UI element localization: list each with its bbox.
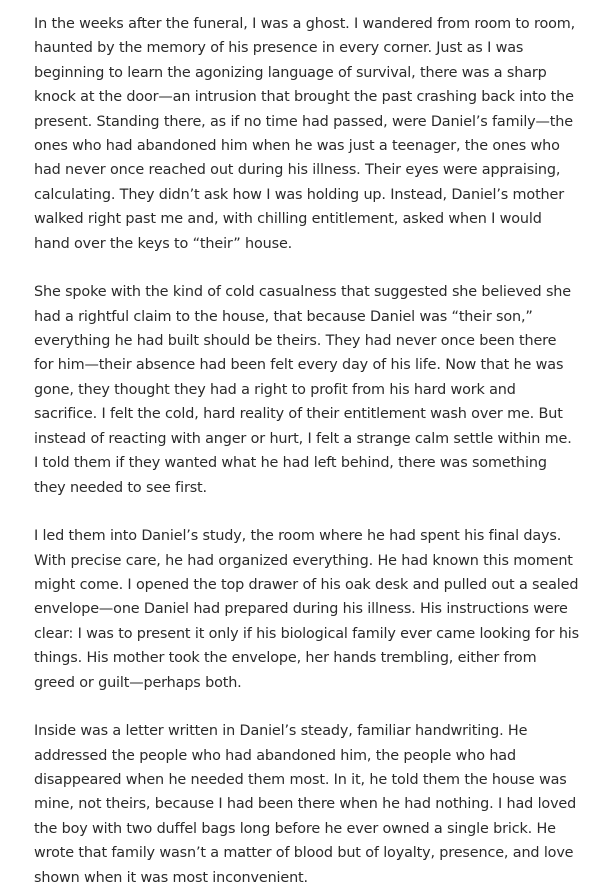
- article-body: [34, 12, 579, 890]
- paragraph-2: She spoke with the kind of cold casualness that suggested she believed she had a rightful claim to the house, that because Daniel was “their son,” everything he had built should be theirs. They had never once been there for him—their absence had been felt every day of his life. Now that he was gone, they thought they had a right to profit from his hard work and sacrifice. I felt the cold, hard reality of their entitlement wash over me. But instead of reacting with anger or hurt, I felt a strange calm settle within me. I told them if they wanted what he had left behind, there was something they needed to see first.: [34, 284, 572, 496]
- paragraph-1: In the weeks after the funeral, I was a ghost. I wandered from room to room, haunted by the memory of his presence in every corner. Just as I was beginning to learn the agonizing language of survival, there was a sharp knock at the door—an intrusion that brought the past crashing back into the present. Standing there, as if no time had passed, were Daniel’s family—the ones who had abandoned him when he was just a teenager, the ones who had never once reached out during his illness. Their eyes were appraising, calculating. They didn’t ask how I was holding up. Instead, Daniel’s mother walked right past me and, with chilling entitlement, asked when I would hand over the keys to “their” house.: [34, 16, 576, 252]
- paragraph-4: Inside was a letter written in Daniel’s steady, familiar handwriting. He addressed the people who had abandoned him, the people who had disappeared when he needed them most. In it, he told them the house was mine, not theirs, because I had been there when he had nothing. I had loved the boy with two duffel bags long before he ever owned a single brick. He wrote that family wasn’t a matter of blood but of loyalty, presence, and love shown when it was most inconvenient.: [34, 723, 577, 886]
- paragraph-3: I led them into Daniel’s study, the room where he had spent his final days. With precise care, he had organized everything. He had known this moment might come. I opened the top drawer of his oak desk and pulled out a sealed envelope—one Daniel had prepared during his illness. His instructions were clear: I was to present it only if his biological family ever came looking for his things. His mother took the envelope, her hands trembling, either from greed or guilt—perhaps both.: [34, 528, 580, 691]
